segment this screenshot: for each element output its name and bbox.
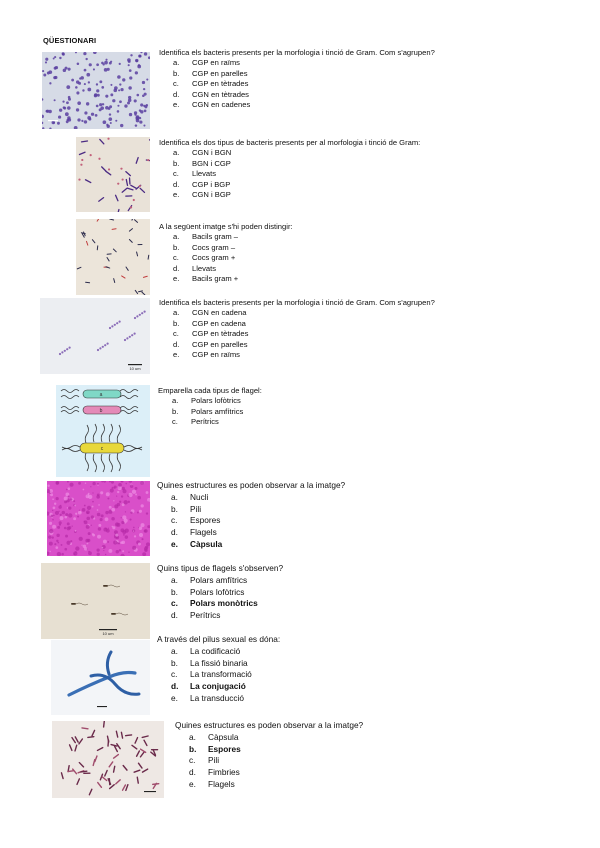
option-a[interactable]: a. Nucli — [171, 491, 209, 502]
question-stem: Quines estructures es poden observar a la imatge? — [175, 720, 364, 730]
micrograph-q4 — [40, 298, 150, 374]
option-c[interactable]: c. Llevats — [173, 169, 217, 179]
option-d[interactable]: d. CGP en parelles — [173, 339, 248, 349]
svg-text:10 um: 10 um — [129, 366, 141, 371]
question-stem: Quins tipus de flagels s'observen? — [157, 563, 284, 573]
option-a[interactable]: a. CGN en cadena — [173, 308, 247, 318]
option-c[interactable]: c. Cocs gram + — [173, 253, 236, 263]
flag-b-label: b — [99, 408, 103, 414]
option-d[interactable]: d. CGN en tètrades — [173, 89, 249, 99]
option-list — [157, 646, 467, 705]
option-c[interactable]: c. CGP en tètrades — [173, 329, 249, 339]
micrograph-q1 — [42, 52, 150, 129]
flag-a-label: a — [99, 392, 103, 398]
option-c[interactable]: c. La transformació — [171, 669, 252, 680]
question-5 — [158, 386, 460, 428]
flag-c-label: c — [100, 446, 104, 452]
option-a[interactable]: a. Bacils gram – — [173, 232, 239, 242]
flagella-diagram — [56, 385, 150, 477]
option-d[interactable]: d. Perítrics — [171, 610, 221, 621]
option-a[interactable]: a. CGP en raïms — [173, 58, 240, 68]
micrograph-q7 — [41, 563, 150, 639]
option-a[interactable]: a. Polars amfítrics — [171, 574, 248, 585]
question-stem: A la següent imatge s'hi poden distingir: — [159, 222, 293, 231]
option-list — [157, 492, 467, 551]
option-d[interactable]: d. Flagels — [171, 527, 217, 538]
question-4 — [159, 298, 461, 360]
option-e[interactable]: e. Bacils gram + — [173, 274, 239, 284]
question-stem: Quines estructures es poden observar a la imatge? — [157, 480, 346, 490]
option-a[interactable]: a. CGN i BGN — [173, 148, 232, 158]
option-a[interactable]: a. La codificació — [171, 645, 241, 656]
question-stem: Identifica els bacteris presents per la morfologia i tinció de Gram. Com s'agrupen? — [159, 48, 435, 57]
option-list — [157, 575, 467, 622]
question-3 — [159, 222, 461, 284]
option-b[interactable]: b. Cocs gram – — [173, 242, 236, 252]
option-list — [159, 148, 461, 200]
option-b[interactable]: b. Espores — [189, 743, 241, 754]
micrograph-q2 — [76, 137, 150, 212]
option-d[interactable]: d. Fimbries — [189, 767, 240, 778]
option-b[interactable]: b. Pili — [171, 503, 202, 514]
option-b[interactable]: b. BGN i CGP — [173, 158, 231, 168]
micrograph-q6 — [47, 481, 150, 556]
question-8 — [157, 634, 467, 705]
option-e[interactable]: e. CGN en cadenes — [173, 100, 251, 110]
option-e[interactable]: e. CGP en raïms — [173, 350, 240, 360]
option-e[interactable]: e. CGN i BGP — [173, 190, 231, 200]
option-b[interactable]: b. Polars amfítrics — [172, 406, 244, 416]
option-e[interactable]: e. Càpsula — [171, 538, 223, 549]
page-title: QÜESTIONARI — [43, 36, 97, 45]
option-e[interactable]: e. La transducció — [171, 692, 244, 703]
question-1 — [159, 48, 461, 110]
option-c[interactable]: c. Espores — [171, 515, 221, 526]
option-list — [159, 58, 461, 110]
micrograph-q8 — [51, 640, 150, 715]
option-b[interactable]: b. La fissió binaria — [171, 657, 248, 668]
option-list — [159, 232, 461, 284]
option-list — [158, 396, 460, 427]
question-9 — [175, 720, 475, 791]
option-a[interactable]: a. Polars lofòtrics — [172, 396, 241, 406]
option-list — [159, 308, 461, 360]
option-e[interactable]: e. Flagels — [189, 778, 235, 789]
option-c[interactable]: c. Perítrics — [172, 417, 219, 427]
question-stem: Identifica els dos tipus de bacteris presents per al morfologia i tinció de Gram: — [159, 138, 421, 147]
question-stem: Identifica els bacteris presents per la morfologia i tinció de Gram. Com s'agrupen? — [159, 298, 435, 307]
option-d[interactable]: d. La conjugació — [171, 681, 246, 692]
option-c[interactable]: c. Pili — [189, 755, 220, 766]
question-7 — [157, 563, 467, 622]
option-a[interactable]: a. Càpsula — [189, 731, 239, 742]
question-stem: Emparella cada tipus de flagel: — [158, 386, 262, 395]
option-b[interactable]: b. CGP en parelles — [173, 68, 248, 78]
question-stem: A través del pilus sexual es dóna: — [157, 634, 281, 644]
option-c[interactable]: c. CGP en tètrades — [173, 79, 249, 89]
option-b[interactable]: b. Polars lofòtrics — [171, 586, 245, 597]
option-d[interactable]: d. Llevats — [173, 263, 217, 273]
option-list — [175, 732, 475, 791]
micrograph-q9 — [52, 721, 164, 798]
option-d[interactable]: d. CGP i BGP — [173, 179, 231, 189]
question-6 — [157, 480, 467, 551]
option-b[interactable]: b. CGP en cadena — [173, 318, 246, 328]
micrograph-q3 — [76, 219, 150, 295]
option-c[interactable]: c. Polars monòtrics — [171, 598, 258, 609]
svg-text:10 um: 10 um — [102, 631, 114, 636]
question-2 — [159, 138, 461, 200]
